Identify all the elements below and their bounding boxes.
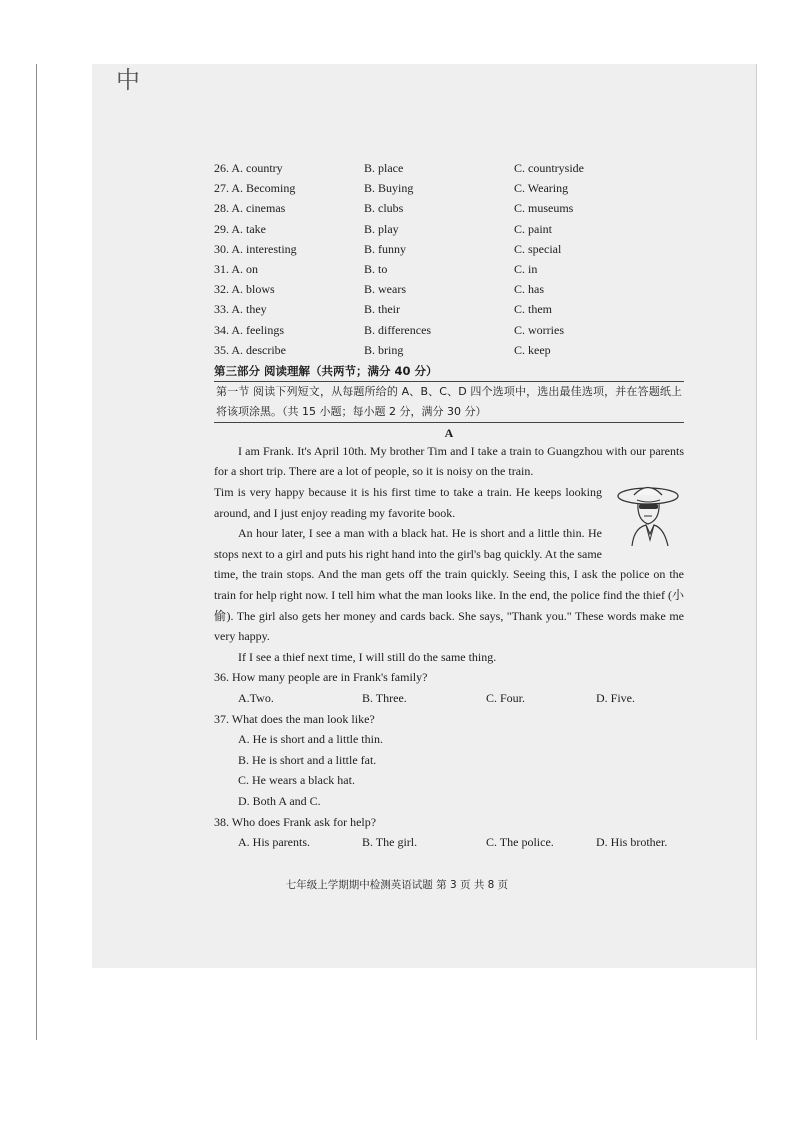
cloze-option-row — [214, 198, 684, 218]
question-options-row — [214, 688, 684, 709]
question-option: C. The police. — [486, 835, 554, 850]
exam-content — [214, 158, 684, 853]
cloze-option-b: B. their — [364, 302, 400, 317]
cloze-number: 27. — [214, 181, 229, 196]
question-option: A.Two. — [238, 691, 274, 705]
cloze-option-c: C. countryside — [514, 161, 584, 175]
passage-paragraph-2: Tim is very happy because it is his first time to take a train. He keeps looking around, and I just enjoy reading my favorite book. — [214, 485, 602, 520]
cloze-option-a — [214, 219, 266, 239]
cloze-option-a — [214, 158, 283, 178]
cloze-option-b: B. to — [364, 261, 388, 276]
binding-mark: 中 — [116, 66, 140, 94]
cloze-option-b: B. place — [364, 161, 404, 175]
question-stem: 37. What does the man look like? — [214, 711, 375, 726]
cloze-option-c: C. paint — [514, 221, 552, 236]
cloze-option-a-text: A. interesting — [231, 241, 297, 256]
cloze-option-c: C. museums — [514, 201, 574, 216]
cloze-option-a-text: A. they — [231, 302, 267, 317]
question-option: D. His brother. — [596, 835, 668, 850]
cloze-option-b: B. clubs — [364, 201, 404, 216]
cloze-option-a-text: A. describe — [231, 342, 286, 357]
cloze-number: 28. — [214, 201, 229, 216]
cloze-option-c: C. in — [514, 261, 538, 276]
page-edge-left — [36, 64, 37, 1040]
cloze-option-a — [214, 299, 267, 319]
cloze-option-a-text: A. take — [231, 221, 266, 236]
question-options-row — [214, 832, 684, 853]
cloze-option-row — [214, 279, 684, 299]
cloze-number: 32. — [214, 282, 229, 297]
cloze-option-b: B. differences — [364, 322, 432, 337]
cloze-option-a-text: A. Becoming — [231, 181, 296, 196]
cloze-option-row — [214, 158, 684, 178]
cloze-number: 35. — [214, 342, 229, 357]
cloze-option-b: B. bring — [364, 342, 404, 357]
cloze-number: 30. — [214, 241, 229, 256]
cloze-option-c: C. them — [514, 302, 552, 317]
cloze-option-a-text: A. cinemas — [231, 201, 286, 216]
cloze-number: 29. — [214, 221, 229, 236]
cloze-option-b: B. funny — [364, 241, 406, 256]
cloze-option-row — [214, 340, 684, 360]
cloze-number: 33. — [214, 302, 229, 317]
question-option: A. He is short and a little thin. — [238, 732, 383, 747]
cloze-option-b: B. wears — [364, 282, 406, 297]
question-option: B. Three. — [362, 691, 407, 705]
page-footer: 七年级上学期期中检测英语试题 第 3 页 共 8 页 — [285, 879, 509, 891]
cloze-option-c: C. worries — [514, 322, 564, 337]
cloze-option-row — [214, 239, 684, 259]
cloze-option-a — [214, 320, 284, 340]
cloze-option-c: C. keep — [514, 342, 551, 357]
cloze-option-a-text: A. country — [231, 161, 283, 175]
man-in-hat-illustration — [610, 484, 684, 546]
question-option: C. Four. — [486, 691, 526, 705]
page-edge-right — [756, 64, 757, 1040]
cloze-option-row — [214, 320, 684, 340]
question-option: C. He wears a black hat. — [238, 773, 355, 788]
passage-paragraph-1: I am Frank. It's April 10th. My brother Tim and I take a train to Guangzhou with our parents for a short trip. There are a lot of people, so it is noisy on the train. — [214, 443, 684, 479]
cloze-option-b: B. Buying — [364, 181, 414, 196]
cloze-option-a — [214, 239, 297, 259]
cloze-number: 34. — [214, 322, 229, 337]
cloze-option-c: C. Wearing — [514, 181, 569, 196]
passage-label: A — [444, 425, 454, 440]
cloze-option-c: C. has — [514, 282, 544, 297]
cloze-option-row — [214, 299, 684, 319]
cloze-option-a-text: A. on — [231, 261, 259, 276]
questions — [214, 667, 684, 852]
question-option: D. Both A and C. — [238, 793, 321, 808]
cloze-option-a — [214, 198, 285, 218]
cloze-option-a — [214, 178, 295, 198]
cloze-option-a — [214, 259, 258, 279]
cloze-number: 31. — [214, 261, 229, 276]
question-option: D. Five. — [596, 691, 635, 705]
question-option: B. He is short and a little fat. — [238, 752, 377, 767]
cloze-option-row — [214, 259, 684, 279]
cloze-option-a — [214, 340, 286, 360]
cloze-option-row — [214, 219, 684, 239]
cloze-option-b: B. play — [364, 221, 399, 236]
question-option: B. The girl. — [362, 835, 418, 850]
cloze-option-a — [214, 279, 275, 299]
section1-instructions: 第一节 阅读下列短文，从每题所给的 A、B、C、D 四个选项中，选出最佳选项，并在答题纸上将该项涂黑。（共 15 小题；每小题 2 分，满分 30 分） — [214, 381, 684, 423]
question-option: A. His parents. — [238, 835, 310, 850]
question-stem: 36. How many people are in Frank's family? — [214, 670, 428, 685]
cloze-option-c: C. special — [514, 241, 562, 256]
section3-title: 第三部分 阅读理解（共两节；满分 40 分） — [214, 363, 438, 378]
passage-paragraph-4: If I see a thief next time, I will still do the same thing. — [238, 649, 497, 664]
cloze-number: 26. — [214, 161, 229, 175]
cloze-options — [214, 158, 684, 360]
question-stem: 38. Who does Frank ask for help? — [214, 814, 377, 829]
cloze-option-a-text: A. feelings — [231, 322, 284, 337]
cloze-option-row — [214, 178, 684, 198]
passage-paragraph-3: An hour later, I see a man with a black hat. He is short and a little thin. He stops next to a girl and puts his right hand into the girl's bag quickly. At the same time, the train stops. And the man gets off the train quickly. Seeing this, I ask the police on the train for help right now. I tell him what the man looks like. In the end, the police find the thief (小偷). The girl also gets her money and cards back. She says, "Thank you." These words make me very happy. — [214, 526, 684, 644]
cloze-option-a-text: A. blows — [231, 282, 275, 297]
